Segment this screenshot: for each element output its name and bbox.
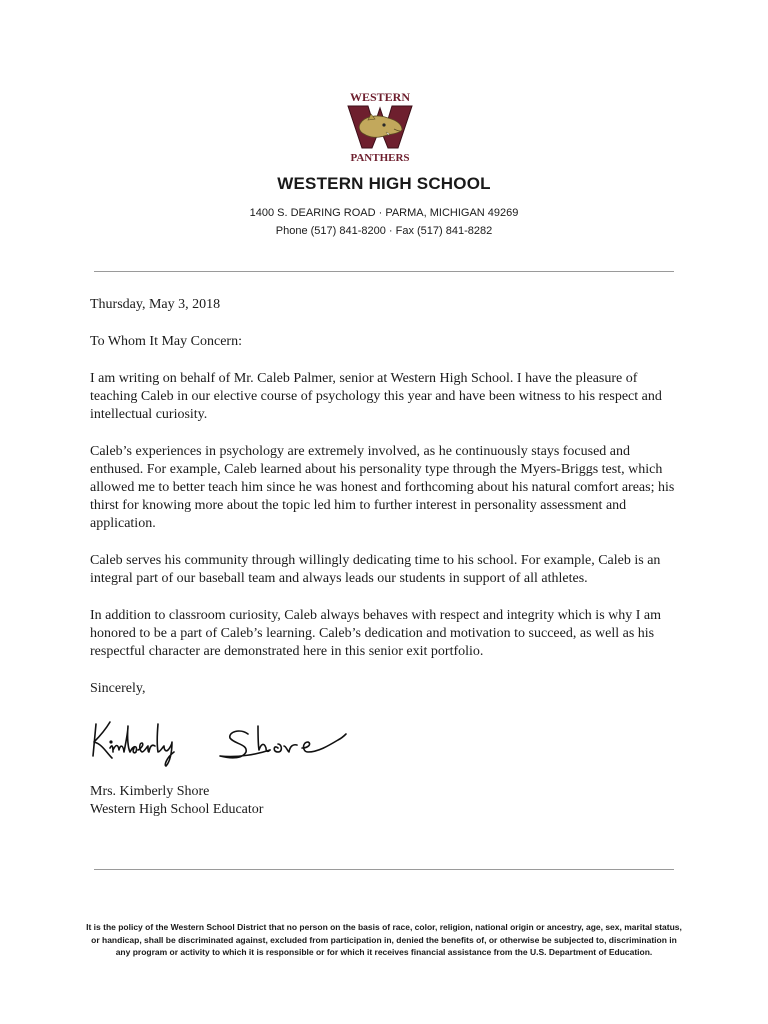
logo-bottom-text: PANTHERS	[350, 152, 410, 164]
letter-paragraph-1: I am writing on behalf of Mr. Caleb Palmer, senior at Western High School. I have the pleasure of teaching Caleb in our elective course of psychology this year and have been witness to his respect and intellectual curiosity.	[90, 371, 662, 422]
letter-closing: Sincerely,	[90, 681, 146, 696]
letter-body	[90, 296, 685, 698]
western-panthers-logo	[338, 90, 422, 164]
letter-paragraph-2: Caleb’s experiences in psychology are extremely involved, as he continuously stays focused and enthused. For example, Caleb learned about his personality type through the Myers-Briggs test, which allowed me to better teach him since he was honest and forthcoming about his natural comfort areas; his thirst for knowing more about the topic led him to further interest in personality assessment and application.	[90, 444, 675, 531]
signer-block	[90, 783, 263, 819]
logo-top-text: WESTERN	[349, 90, 411, 104]
header-divider	[94, 271, 674, 272]
letter-date: Thursday, May 3, 2018	[90, 297, 221, 312]
school-phone-fax: Phone (517) 841-8200 · Fax (517) 841-8282	[275, 225, 493, 237]
letter-paragraph-4: In addition to classroom curiosity, Caleb always behaves with respect and integrity which is why I am honored to be a part of Caleb’s learning. Caleb’s dedication and motivation to succeed, as well as his respectful character are demonstrated here in this senior exit portfolio.	[90, 608, 662, 659]
school-address: 1400 S. DEARING ROAD · PARMA, MICHIGAN 49269	[249, 207, 519, 219]
signer-title: Western High School Educator	[90, 802, 264, 817]
handwritten-signature	[88, 712, 358, 768]
school-name: WESTERN HIGH SCHOOL	[277, 174, 491, 193]
footer-divider	[94, 869, 674, 870]
signer-name: Mrs. Kimberly Shore	[90, 784, 210, 799]
nondiscrimination-policy: It is the policy of the Western School District that no person on the basis of race, color, religion, national origin or ancestry, age, sex, marital status, or handicap, shall be discriminated against, excluded from participation in, denied the benefits of, or otherwise be subjected to, discrimination in any program or activity to which it is responsible or for which it receives financial assistance from the U.S. Department of Education.	[86, 922, 682, 957]
letter-salutation: To Whom It May Concern:	[90, 334, 242, 349]
letter-paragraph-3: Caleb serves his community through willingly dedicating time to his school. For example, Caleb is an integral part of our baseball team and always leads our students in support of all athletes.	[90, 553, 661, 586]
